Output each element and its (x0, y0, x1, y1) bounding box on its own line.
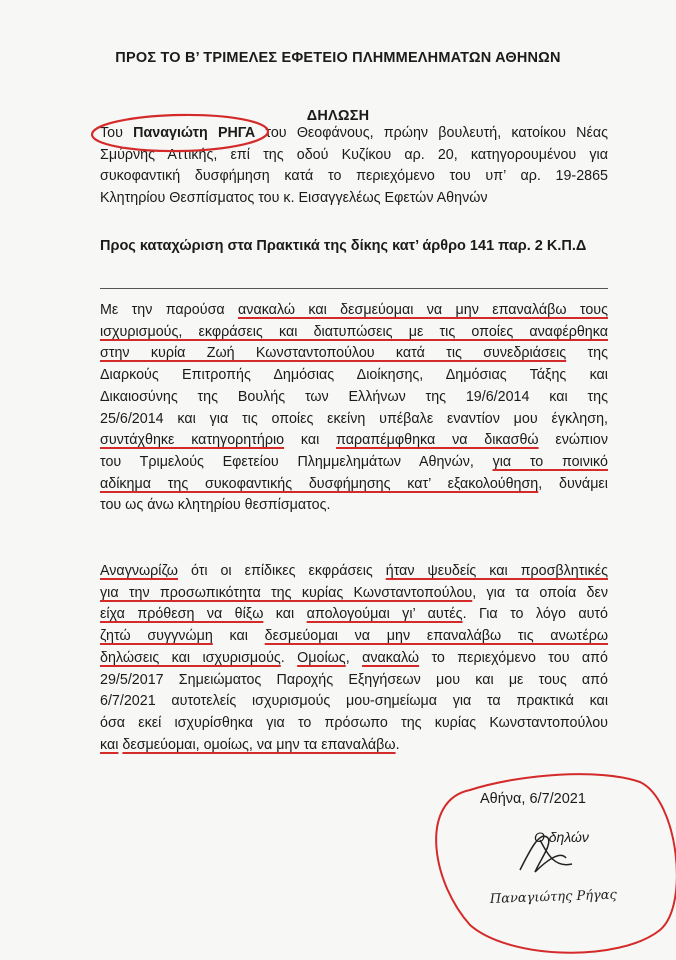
paragraph-line: 6/7/2021 αυτοτελείς ισχυρισμούς μου-σημείωμα για τα πρακτικά και (100, 693, 608, 710)
paragraph-line: Με την παρούσα ανακαλώ και δεσμεύομαι να μην επαναλάβω τους (100, 302, 608, 318)
declarant-name: Παναγιώτη ΡΗΓΑ (133, 125, 256, 141)
paragraph-line: 25/6/2014 και για τις οποίες εκείνη υπέβαλε εναντίον μου έγκληση, (100, 410, 608, 427)
name-circle-mark (92, 113, 269, 152)
paragraph-line: είχα πρόθεση να θίξω και απολογούμαι γι’ αυτές. Για το λόγο αυτό (100, 606, 608, 623)
paragraph-line: Δικαιοσύνης της Βουλής των Ελλήνων της 19/6/2014 και της (100, 388, 608, 405)
document-title: ΔΗΛΩΣΗ (306, 108, 370, 124)
intro-line: Σμύρνης Αττικής, επί της οδού Κυζίκου αρ. 20, κατηγορουμένου για (100, 146, 608, 163)
paragraph-line: δηλώσεις και ισχυρισμούς. Ομοίως, ανακαλώ το περιεχόμενο του από (100, 649, 608, 666)
paragraph-line: στην κυρία Ζωή Κωνσταντοπούλου κατά τις συνεδριάσεις της (100, 345, 608, 362)
registration-note: Προς καταχώριση στα Πρακτικά της δίκης κατ’ άρθρο 141 παρ. 2 Κ.Π.Δ (100, 238, 587, 254)
signature-scrawl (520, 836, 572, 872)
intro-line: συκοφαντική δυσφήμηση κατά το περιεχόμενο του υπ’ αρ. 19-2865 (100, 168, 608, 184)
paragraph-line: και δεσμεύομαι, ομοίως, να μην τα επαναλάβω. (100, 736, 400, 753)
paragraph-line: ισχυρισμούς, εκφράσεις και διατυπώσεις με τις οποίες αναφέρθηκα (100, 323, 608, 340)
signature-circle-mark (436, 774, 676, 953)
paragraph-line: 29/5/2017 Σημειώματος Παροχής Εξηγήσεων μου και με τους από (100, 671, 608, 688)
paragraph-line: Διαρκούς Επιτροπής Δημόσιας Διοίκησης, Δημόσιας Τάξης και (100, 367, 608, 384)
court-heading: ΠΡΟΣ ΤΟ Β’ ΤΡΙΜΕΛΕΣ ΕΦΕΤΕΙΟ ΠΛΗΜΜΕΛΗΜΑΤΩΝ ΑΘΗΝΩΝ (115, 50, 561, 66)
paragraph-line: ζητώ συγγνώμη και δεσμεύομαι να μην επαναλάβω τις ανωτέρω (100, 628, 608, 645)
paragraph-line: αδίκημα της συκοφαντικής δυσφήμησης κατ’ εξακολούθηση, δυνάμει (100, 475, 608, 492)
declarant-label: Ο δηλών (534, 829, 589, 845)
paragraph-line: όσα εκεί ισχυρίσθηκα για το πρόσωπο της κυρίας Κωνσταντοπούλου (100, 714, 608, 731)
signature-name: Παναγιώτης Ρήγας (489, 887, 618, 907)
place-date: Αθήνα, 6/7/2021 (480, 791, 586, 807)
intro-line: Του Παναγιώτη ΡΗΓΑ του Θεοφάνους, πρώην βουλευτή, κατοίκου Νέας (100, 125, 609, 141)
paragraph-line: του Τριμελούς Εφετείου Πλημμελημάτων Αθηνών, για το ποινικό (100, 453, 608, 470)
intro-line: Κλητηρίου Θεσπίσματος του κ. Εισαγγελέως Εφετών Αθηνών (100, 189, 488, 206)
paragraph-line: για την προσωπικότητα της κυρίας Κωνσταντοπούλου, για τα οποία δεν (100, 584, 609, 601)
paragraph-line: Αναγνωρίζω ότι οι επίδικες εκφράσεις ήταν ψευδείς και προσβλητικές (100, 563, 608, 579)
paragraph-line: του ως άνω κλητηρίου θεσπίσματος. (100, 497, 331, 514)
paragraph-line: συντάχθηκε κατηγορητήριο και παραπέμφθηκα να δικασθώ ενώπιον (100, 432, 608, 449)
